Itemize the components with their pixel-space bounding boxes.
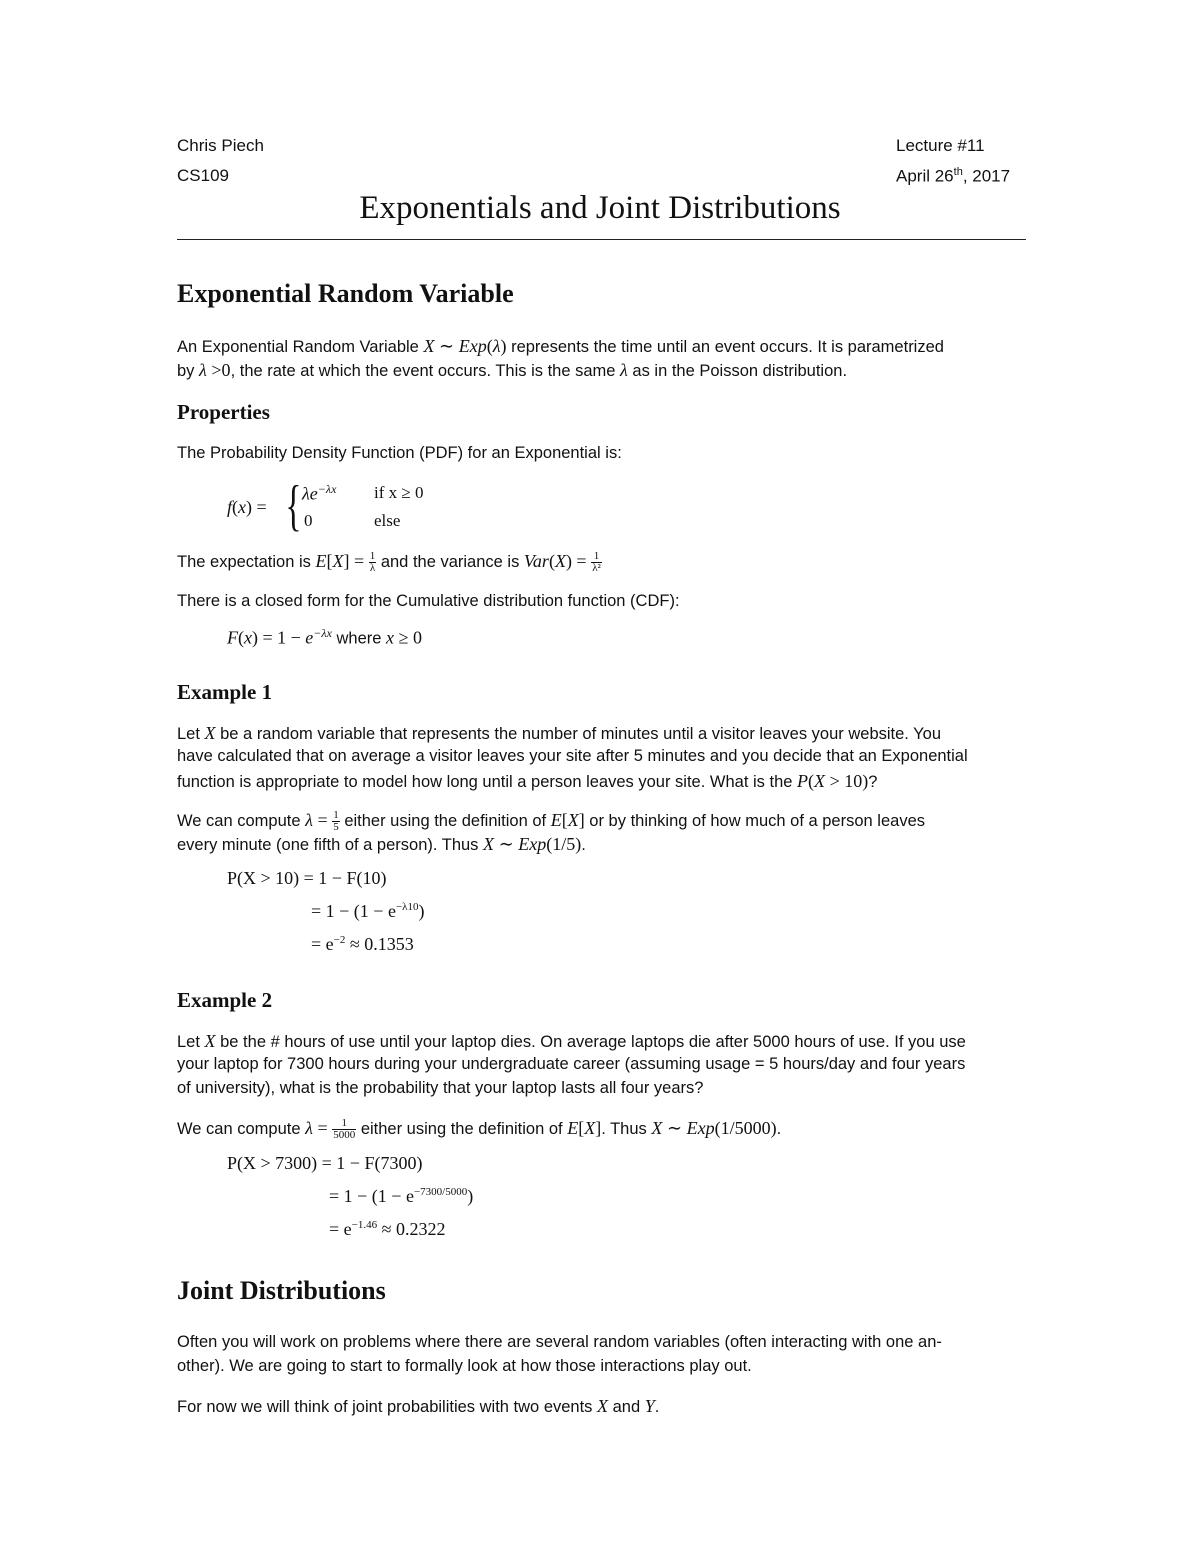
pdf-case-2-condition: else (374, 511, 401, 530)
section-heading-joint: Joint Distributions (177, 1276, 386, 1305)
cdf-intro: There is a closed form for the Cumulative distribution function (CDF): (177, 592, 680, 610)
course-code: CS109 (177, 166, 229, 185)
intro-line-1: An Exponential Random Variable X ∼ Exp(λ) represents the time until an event occurs. It is parametrized (177, 336, 944, 356)
example-2-para-line-1: Let X be the # hours of use until your laptop dies. On average laptops die after 5000 hours of use. If you use (177, 1031, 966, 1051)
pdf-case-1-value: $\lambda e^{-\lambda x}$ (302, 482, 337, 504)
pdf-brace: { (285, 475, 302, 537)
example-2-heading: Example 2 (177, 988, 273, 1012)
example-1-equation-3: = $e^{-2} \approx 0.1353$ (311, 934, 414, 954)
example-1-equation-2: = $1 - (1 - e^{-\lambda 10})$ (311, 901, 425, 921)
title-rule (177, 239, 1026, 240)
pdf-case-2-value: 0 (304, 511, 313, 530)
example-2-para-line-3: of university), what is the probability that your laptop lasts all four years? (177, 1079, 704, 1097)
example-2-para-line-2: your laptop for 7300 hours during your undergraduate career (assuming usage = 5 hours/day and four years (177, 1055, 966, 1073)
example-1-heading: Example 1 (177, 680, 273, 704)
properties-heading: Properties (177, 400, 270, 424)
expectation-line: The expectation is E[X] = $\frac{1}{\lambda}$ and the variance is Var(X) = $\frac{1}{\text{λ²}}$ (177, 550, 601, 575)
example-1-para-line-3: function is appropriate to model how long until a person leaves your site. What is the P(X > 10)? (177, 771, 878, 791)
example-2-equation-3: = $e^{-1.46} \approx 0.2322$ (329, 1219, 446, 1239)
pdf-case-1-condition: if x ≥ 0 (374, 483, 424, 502)
example-2-equation-2: = $1 - (1 - e^{-7300/5000})$ (329, 1186, 474, 1206)
author-name: Chris Piech (177, 136, 264, 155)
example-1-para-line-2: have calculated that on average a visitor leaves your site after 5 minutes and you decide that an Exponential (177, 747, 968, 765)
cdf-formula: $F(x) = 1 - e^{-\lambda x}$ where x ≥ 0 (227, 626, 423, 648)
lecture-date: April 26th, 2017 (896, 166, 1011, 186)
example-2-equation-1: P(X > 7300) = 1 − F(7300) (227, 1153, 423, 1173)
joint-para-line-2: other). We are going to start to formally look at how those interactions play out. (177, 1357, 752, 1375)
example-2-compute-line: We can compute λ = $\frac{1}{5000}$ either using the definition of E[X]. Thus X ∼ Exp(1/5000). (177, 1117, 782, 1142)
page-title: Exponentials and Joint Distributions (359, 190, 841, 226)
example-1-para-line-1: Let X be a random variable that represents the number of minutes until a visitor leaves your website. You (177, 723, 942, 743)
lecture-number: Lecture #11 (896, 136, 985, 155)
example-1-equation-1: P(X > 10) = 1 − F(10) (227, 868, 387, 888)
example-1-compute-line-2: every minute (one fifth of a person). Thus X ∼ Exp(1/5). (177, 834, 586, 854)
example-1-compute-line-1: We can compute λ = $\frac{1}{5}$ either using the definition of E[X] or by thinking of how much of a person leaves (177, 809, 925, 834)
pdf-lhs: f(x) = (227, 497, 267, 517)
section-heading-exponential: Exponential Random Variable (177, 279, 514, 308)
joint-para-line-3: For now we will think of joint probabilities with two events X and Y. (177, 1396, 660, 1416)
intro-line-2: by λ >0, the rate at which the event occurs. This is the same λ as in the Poisson distribution. (177, 360, 848, 380)
pdf-intro: The Probability Density Function (PDF) for an Exponential is: (177, 444, 622, 462)
joint-para-line-1: Often you will work on problems where there are several random variables (often interacting with one an- (177, 1333, 942, 1351)
